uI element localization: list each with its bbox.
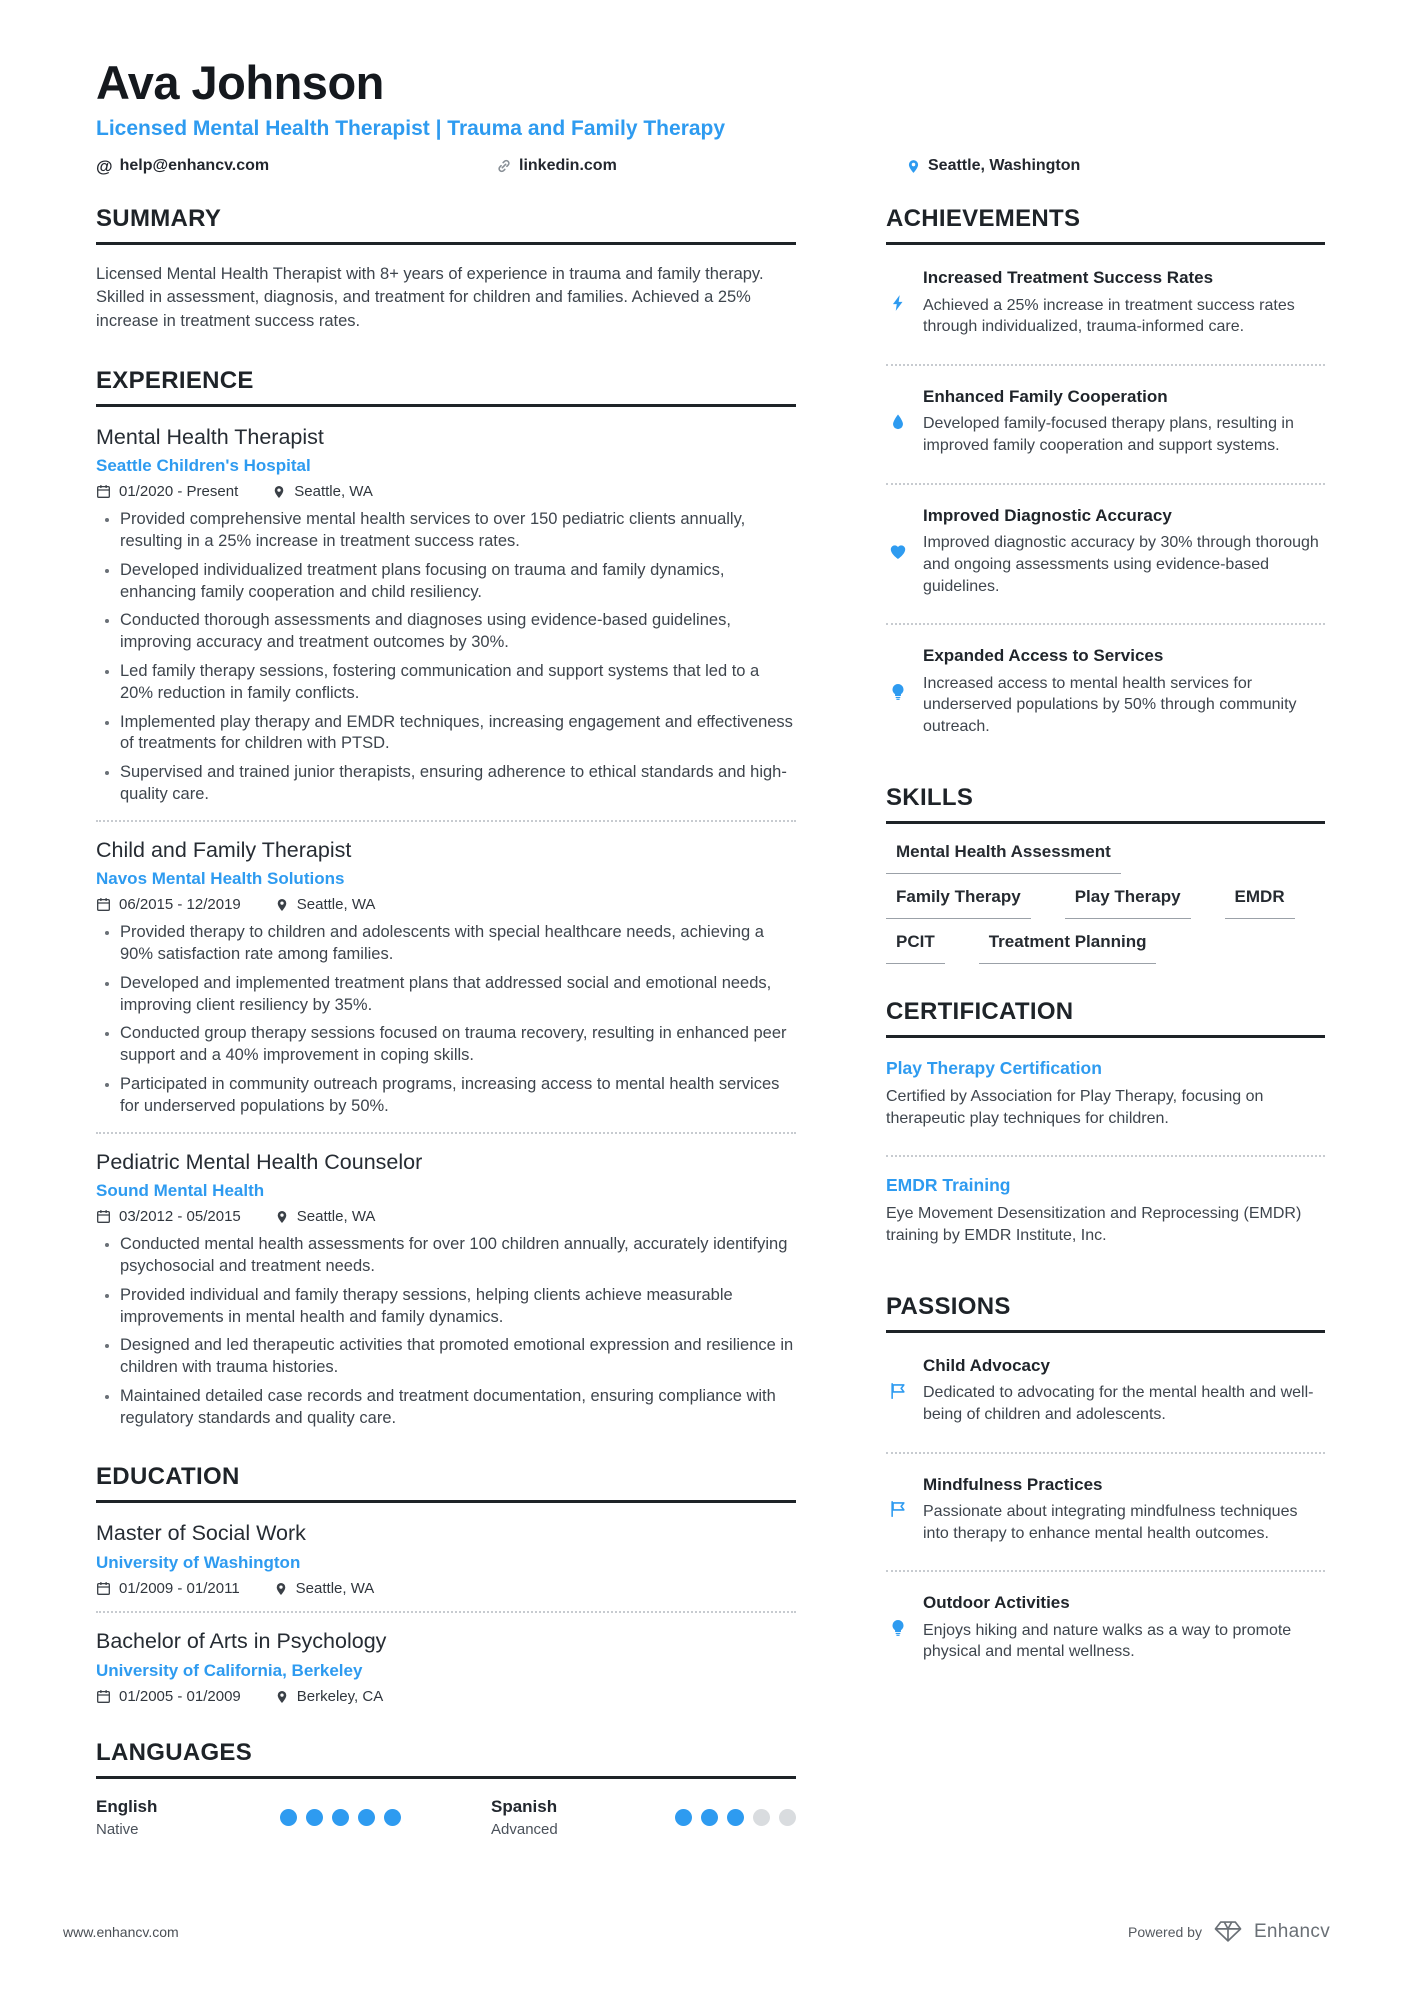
- contact-email[interactable]: [96, 157, 496, 175]
- dotted-separator: [96, 820, 796, 822]
- bullet-item: • Conducted thorough assessments and diagnoses using evidence-based guidelines, improving accuracy and treatment outcomes by 30%.: [120, 610, 796, 654]
- candidate-name: Ava Johnson: [96, 56, 384, 109]
- drop-icon: [886, 386, 910, 457]
- achievement-text: Improved diagnostic accuracy by 30% through thorough and ongoing assessments using evidence-based guidelines.: [923, 534, 1319, 595]
- proficiency-dot-filled: [384, 1809, 401, 1826]
- bullet-item: • Designed and led therapeutic activities that promoted emotional expression and resilience in children with trauma histories.: [120, 1335, 796, 1379]
- calendar-icon: [96, 897, 111, 912]
- achievement-item: [886, 501, 1325, 610]
- skills-row: [886, 887, 1325, 919]
- degree-meta: [96, 1580, 796, 1597]
- achievement-title: Improved Diagnostic Accuracy: [923, 505, 1172, 525]
- passion-item: [886, 1470, 1325, 1557]
- contact-location: [906, 157, 1080, 175]
- bullet-item: • Provided comprehensive mental health services to over 150 pediatric clients annually, resulting in a 25% increase in treatment success rates.: [120, 509, 796, 553]
- certification-text: Eye Movement Desensitization and Reprocessing (EMDR) training by EMDR Institute, Inc.: [886, 1205, 1302, 1245]
- degree-location: Seattle, WA: [295, 1580, 375, 1598]
- dotted-separator: [96, 1132, 796, 1134]
- language-proficiency-dots: [280, 1809, 401, 1826]
- certification-section: [886, 998, 1325, 1259]
- job-location: Seattle, WA: [294, 483, 373, 501]
- education-section: [96, 1463, 796, 1705]
- location-pin-icon: [274, 1582, 288, 1596]
- skills-section: [886, 784, 1325, 964]
- calendar-icon: [96, 1581, 111, 1596]
- job-bullets: [96, 509, 796, 805]
- job-meta: [96, 1208, 796, 1225]
- proficiency-dot-filled: [701, 1809, 718, 1826]
- passion-title: Outdoor Activities: [923, 1593, 1070, 1613]
- languages-section: [96, 1739, 796, 1838]
- proficiency-dot-empty: [779, 1809, 796, 1826]
- proficiency-dot-filled: [306, 1809, 323, 1826]
- location-pin-icon: [906, 159, 921, 174]
- experience-job: [96, 425, 796, 806]
- degree-title: Bachelor of Arts in Psychology: [96, 1629, 387, 1654]
- certification-item: [886, 1056, 1325, 1142]
- skill-tag: EMDR: [1225, 887, 1295, 919]
- bullet-item: • Provided therapy to children and adolescents with special healthcare needs, achieving a 90% satisfaction rate among families.: [120, 922, 796, 966]
- education-heading: EDUCATION: [96, 1463, 796, 1503]
- link-icon: [496, 158, 512, 174]
- location-pin-icon: [275, 898, 289, 912]
- bullet-item: • Conducted mental health assessments for over 100 children annually, accurately identifying psychosocial and treatment needs.: [120, 1234, 796, 1278]
- passions-section: [886, 1293, 1325, 1675]
- certification-heading: CERTIFICATION: [886, 998, 1325, 1038]
- achievement-text: Increased access to mental health services for underserved populations by 50% through community outreach.: [923, 674, 1297, 736]
- skill-tag: PCIT: [886, 932, 945, 964]
- contact-location-text: Seattle, Washington: [928, 157, 1081, 175]
- skill-tag: Treatment Planning: [979, 932, 1157, 964]
- bullet-item: • Led family therapy sessions, fostering communication and support systems that led to a 20% reduction in family conflicts.: [120, 661, 796, 705]
- school-name: University of Washington: [96, 1553, 301, 1573]
- location-pin-icon: [275, 1690, 289, 1704]
- summary-text: Licensed Mental Health Therapist with 8+ years of experience in trauma and family therapy. Skilled in assessment, diagnosis, and treatment for children and families. Achieved a 25% increase in treatment success rates.: [96, 265, 764, 330]
- skills-row: [886, 932, 1325, 964]
- school-name: University of California, Berkeley: [96, 1661, 363, 1681]
- job-dates: 01/2020 - Present: [119, 483, 239, 501]
- job-dates: 03/2012 - 05/2015: [119, 1208, 241, 1226]
- calendar-icon: [96, 1209, 111, 1224]
- language-name: English: [96, 1797, 158, 1817]
- powered-by-label: Powered by: [1128, 1923, 1202, 1940]
- calendar-icon: [96, 484, 111, 499]
- certification-title: EMDR Training: [886, 1175, 1011, 1196]
- achievement-title: Increased Treatment Success Rates: [923, 268, 1214, 288]
- candidate-job-title: Licensed Mental Health Therapist | Trauma and Family Therapy: [96, 117, 726, 141]
- proficiency-dot-filled: [332, 1809, 349, 1826]
- job-role: Pediatric Mental Health Counselor: [96, 1149, 423, 1174]
- lightbulb-icon: [886, 645, 910, 738]
- job-role: Mental Health Therapist: [96, 424, 324, 449]
- proficiency-dot-filled: [727, 1809, 744, 1826]
- passion-text: Dedicated to advocating for the mental health and well-being of children and adolescents.: [923, 1384, 1314, 1423]
- language-name: Spanish: [491, 1797, 558, 1817]
- dotted-separator: [886, 483, 1325, 485]
- dotted-separator: [886, 1452, 1325, 1454]
- dotted-separator: [886, 623, 1325, 625]
- achievement-title: Expanded Access to Services: [923, 646, 1164, 666]
- language-item: [491, 1797, 796, 1838]
- language-proficiency-dots: [675, 1809, 796, 1826]
- achievement-text: Developed family-focused therapy plans, resulting in improved family cooperation and support systems.: [923, 415, 1294, 455]
- proficiency-dot-filled: [358, 1809, 375, 1826]
- enhancv-gem-icon: [1214, 1920, 1242, 1943]
- content-columns: [96, 205, 1325, 1838]
- job-company: Sound Mental Health: [96, 1181, 265, 1201]
- contact-linkedin-text: linkedin.com: [519, 157, 617, 175]
- passion-text: Enjoys hiking and nature walks as a way to promote physical and mental wellness.: [923, 1621, 1292, 1661]
- calendar-icon: [96, 1689, 111, 1704]
- experience-section: [96, 367, 796, 1430]
- bullet-item: • Maintained detailed case records and treatment documentation, ensuring compliance with regulatory standards and quality care.: [120, 1386, 796, 1430]
- bullet-item: • Developed individualized treatment plans focusing on trauma and family dynamics, enhancing family cooperation and child resiliency.: [120, 560, 796, 604]
- skill-tag: Mental Health Assessment: [886, 842, 1121, 874]
- achievement-item: [886, 382, 1325, 469]
- footer-url[interactable]: www.enhancv.com: [63, 1923, 179, 1940]
- language-level: Advanced: [491, 1821, 558, 1839]
- language-level: Native: [96, 1821, 139, 1839]
- flag-icon: [886, 1474, 910, 1545]
- proficiency-dot-filled: [280, 1809, 297, 1826]
- language-item: [96, 1797, 401, 1838]
- contact-row: [96, 157, 1325, 175]
- job-meta: [96, 896, 796, 913]
- job-dates: 06/2015 - 12/2019: [119, 896, 241, 914]
- education-degree: [96, 1629, 796, 1705]
- skill-tag: Play Therapy: [1065, 887, 1191, 919]
- left-column: [96, 205, 796, 1838]
- education-degree: [96, 1521, 796, 1597]
- powered-by[interactable]: [1128, 1920, 1330, 1943]
- passion-title: Child Advocacy: [923, 1355, 1050, 1375]
- achievements-section: [886, 205, 1325, 750]
- summary-section: [96, 205, 796, 332]
- experience-job: [96, 1150, 796, 1430]
- certification-text: Certified by Association for Play Therapy, focusing on therapeutic play techniques for children.: [886, 1087, 1264, 1127]
- contact-email-text: help@enhancv.com: [119, 157, 270, 175]
- bullet-item: • Implemented play therapy and EMDR techniques, increasing engagement and effectiveness of treatments for children with PTSD.: [120, 712, 796, 756]
- experience-job: [96, 838, 796, 1118]
- passion-item: [886, 1588, 1325, 1675]
- job-company: Seattle Children's Hospital: [96, 456, 311, 476]
- experience-heading: EXPERIENCE: [96, 367, 796, 407]
- job-bullets: [96, 922, 796, 1117]
- flag-icon: [886, 1355, 910, 1426]
- location-pin-icon: [275, 1210, 289, 1224]
- dotted-separator: [886, 1155, 1325, 1157]
- languages-row: [96, 1797, 796, 1838]
- job-company: Navos Mental Health Solutions: [96, 869, 345, 889]
- dotted-separator: [886, 1570, 1325, 1572]
- dotted-separator: [886, 364, 1325, 366]
- proficiency-dot-filled: [675, 1809, 692, 1826]
- achievement-item: [886, 641, 1325, 750]
- heart-icon: [886, 505, 910, 598]
- skills-heading: SKILLS: [886, 784, 1325, 824]
- job-location: Seattle, WA: [296, 896, 376, 914]
- passions-heading: PASSIONS: [886, 1293, 1325, 1333]
- degree-dates: 01/2009 - 01/2011: [119, 1580, 240, 1598]
- right-column: [886, 205, 1325, 1838]
- degree-title: Master of Social Work: [96, 1521, 306, 1546]
- skill-tag: Family Therapy: [886, 887, 1031, 919]
- achievements-heading: ACHIEVEMENTS: [886, 205, 1325, 245]
- contact-linkedin[interactable]: [496, 157, 906, 175]
- degree-location: Berkeley, CA: [296, 1688, 384, 1706]
- passion-text: Passionate about integrating mindfulness techniques into therapy to enhance mental health outcomes.: [923, 1502, 1298, 1542]
- bullet-item: • Participated in community outreach programs, increasing access to mental health services for underserved populations by 50%.: [120, 1074, 796, 1118]
- dotted-separator: [96, 1611, 796, 1613]
- achievement-text: Achieved a 25% increase in treatment success rates through individualized, trauma-informed care.: [923, 296, 1295, 336]
- at-icon: @: [96, 156, 113, 176]
- degree-meta: [96, 1688, 796, 1705]
- passion-title: Mindfulness Practices: [923, 1474, 1103, 1494]
- bullet-item: • Developed and implemented treatment plans that addressed social and emotional needs, improving client resiliency by 35%.: [120, 973, 796, 1017]
- location-pin-icon: [272, 485, 286, 499]
- languages-heading: LANGUAGES: [96, 1739, 796, 1779]
- resume-header: [96, 58, 1325, 175]
- certification-item: [886, 1173, 1325, 1259]
- job-meta: [96, 483, 796, 500]
- enhancv-logo-text: Enhancv: [1253, 1920, 1330, 1942]
- summary-heading: SUMMARY: [96, 205, 796, 245]
- bullet-item: • Supervised and trained junior therapists, ensuring adherence to ethical standards and high-quality care.: [120, 762, 796, 806]
- bullet-item: • Provided individual and family therapy sessions, helping clients achieve measurable improvements in mental health and family dynamics.: [120, 1285, 796, 1329]
- degree-dates: 01/2005 - 01/2009: [119, 1688, 241, 1706]
- bolt-icon: [886, 267, 910, 338]
- achievement-title: Enhanced Family Cooperation: [923, 387, 1168, 407]
- achievement-item: [886, 263, 1325, 350]
- job-location: Seattle, WA: [296, 1208, 376, 1226]
- bullet-item: • Conducted group therapy sessions focused on trauma recovery, resulting in enhanced peer support and a 40% improvement in coping skills.: [120, 1023, 796, 1067]
- proficiency-dot-empty: [753, 1809, 770, 1826]
- job-role: Child and Family Therapist: [96, 837, 352, 862]
- certification-title: Play Therapy Certification: [886, 1057, 1102, 1078]
- lightbulb-icon: [886, 1592, 910, 1663]
- job-bullets: [96, 1234, 796, 1429]
- passion-item: [886, 1351, 1325, 1438]
- page-footer: [63, 1920, 1330, 1943]
- skills-row: [886, 842, 1325, 874]
